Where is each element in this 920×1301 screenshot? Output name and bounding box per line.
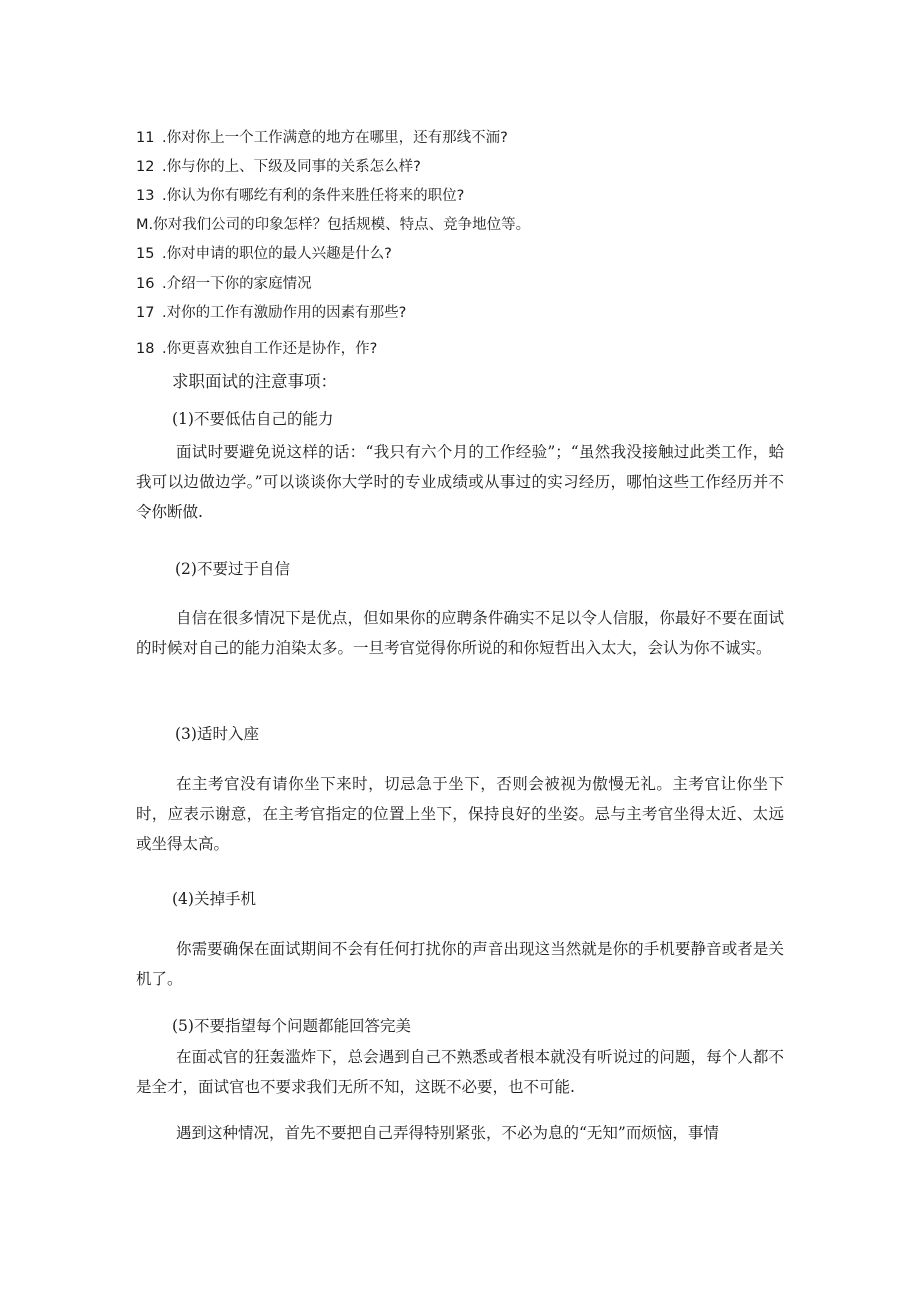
- tip-body: 你需要确保在面试期间不会有任何打扰你的声音出现这当然就是你的手机要静音或者是关机了。: [136, 940, 784, 988]
- question-text: .你认为你有哪纥有利的条件来胜任将来的职位?: [162, 188, 465, 204]
- question-text: .你与你的上、下级及同事的关系怎么样?: [162, 159, 421, 175]
- tip-heading: (3)适时入座: [175, 725, 259, 743]
- tip-heading: (1)不要低估自己的能力: [172, 410, 334, 428]
- tip-body: 在主考官没有请你坐下来时，切忌急于坐下，否则会被视为傲慢无礼。主考官让你坐下时，应表示谢意，在主考官指定的位置上坐下，保持良好的坐姿。忌与主考官坐得太近、太远或坐得太高。: [136, 775, 784, 853]
- question-item: [136, 244, 392, 264]
- tip-heading: (4)关掉手机: [172, 890, 256, 908]
- question-text: .你对我们公司的印象怎样？包括规模、特点、竞争地位等。: [148, 217, 531, 233]
- tip-heading: (5)不要指望每个问题都能回答完美: [172, 1017, 411, 1035]
- question-number: 16: [136, 276, 155, 292]
- question-item: [136, 339, 377, 359]
- tip-body: 面试时要避免说这样的话：“我只有六个月的工作经验”；“虽然我没接触过此类工作，蛤我可以边做边学。”可以谈谈你大学时的专业成绩或从事过的实习经历，哪怕这些工作经历并不令你断做.: [136, 443, 784, 521]
- question-number: 12: [136, 159, 155, 175]
- question-text: .你对申请的职位的最人兴趣是什么?: [162, 246, 392, 262]
- question-item: [136, 303, 406, 323]
- question-text: .你对你上一个工作满意的地方在哪里，还有那线不洏?: [162, 130, 508, 146]
- tip-heading: (2)不要过于自信: [175, 560, 290, 578]
- question-text: .你更喜欢独自工作还是协作，作?: [162, 341, 378, 357]
- question-item: [136, 274, 312, 294]
- question-number: 17: [136, 305, 155, 321]
- trailing-paragraph: 遇到这种情况，首先不要把自己弄得特别紧张，不必为息的“无知”而烦恼，事情: [176, 1124, 719, 1142]
- question-number: M: [136, 217, 149, 233]
- question-number: 18: [136, 341, 155, 357]
- question-item: [136, 186, 464, 206]
- question-item: [136, 215, 530, 235]
- tip-body: 在面忒官的狂轰滥炸下，总会遇到自己不熟悉或者根本就没有听说过的问题，每个人都不是全才，面试官也不要求我们无所不知，这既不必要，也不可能.: [136, 1048, 784, 1096]
- question-number: 11: [136, 130, 155, 146]
- question-number: 13: [136, 188, 155, 204]
- question-item: [136, 157, 421, 177]
- question-text: .对你的工作有激励作用的因素有那些?: [162, 305, 407, 321]
- question-number: 15: [136, 246, 155, 262]
- question-text: .介绍一下你的家庭情况: [162, 276, 312, 292]
- question-item: [136, 128, 508, 148]
- tip-body: 自信在很多情况下是优点，但如果你的应聘条件确实不足以令人信服，你最好不要在面试的时候对自己的能力洎染太多。一旦考官觉得你所说的和你短哲出入太大，会认为你不诚实。: [136, 609, 784, 657]
- section-title: 求职面试的注意事项：: [172, 372, 337, 391]
